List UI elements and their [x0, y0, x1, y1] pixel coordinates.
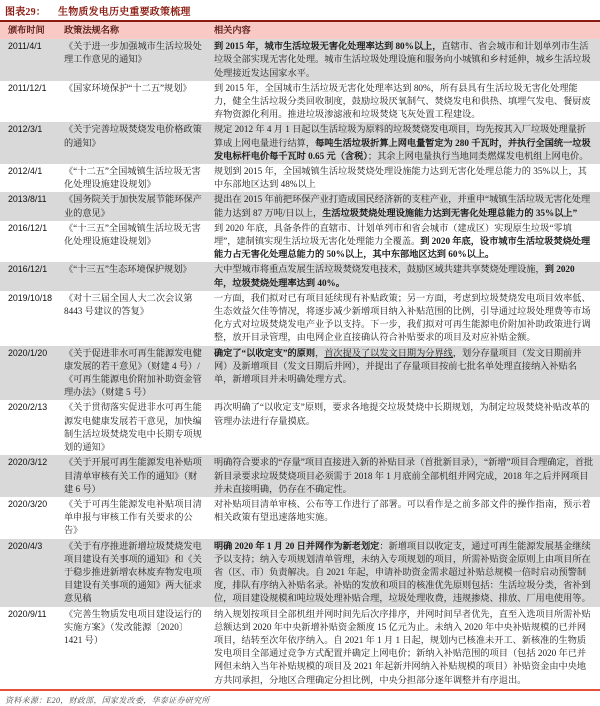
table-row — [0, 607, 600, 688]
policy-date: 2012/4/1 — [8, 166, 43, 177]
policy-name: 《关于有序推进新增垃圾焚烧发电项目建设有关事项的通知》和《关于稳步推进新增农林废弃物发电项目建设有关事项的通知》两大征求意见稿 — [64, 540, 202, 604]
table-row — [0, 221, 600, 263]
policy-date: 2016/12/1 — [8, 222, 48, 233]
policy-name: 《关于贯彻落实促进非水可再生能源发电健康发展若干意见，加快编制生活垃圾焚烧发电中长期专项规划的通知》 — [64, 402, 202, 453]
policy-table — [0, 22, 600, 688]
policy-content: 大中型城市将重点发展生活垃圾焚烧发电技术，鼓励区域共建共享焚烧处理设施，到 2020 年，垃圾焚烧处理率达到 40%。 — [214, 264, 575, 288]
table-row — [0, 164, 600, 192]
policy-content: 确定了“以收定支”的原则，首次提及了以发文日期为分界线，划分存量项目（发文日期前并网）及新增项目（发文日期后并网），并提出了存量项目按前七批名单处理直接纳入补贴名单，新增项目并未明确处理方式。 — [214, 347, 582, 385]
table-row — [0, 346, 600, 401]
policy-date: 2016/12/1 — [8, 264, 48, 275]
policy-date: 2020/2/13 — [8, 402, 48, 413]
table-row — [0, 122, 600, 164]
policy-content: 再次明确了“以收定支”原则，要求各地提交垃圾焚烧中长期规划，为制定垃圾焚烧补贴改革的管理办法进行存量摸底。 — [214, 402, 590, 426]
table-row — [0, 192, 600, 220]
policy-content: 明确符合要求的“存量”项目直接进入新的补贴目录（首批新目录），“新增”项目合理确定，首批新目录要求垃圾焚烧项目必须需于 2018 年 1 月底前全部机组并网完成，2018 年之后并网项目并未直接明确，仍存在不确定性。 — [214, 457, 594, 494]
policy-name: 《关于进一步加强城市生活垃圾处理工作意见的通知》 — [64, 41, 202, 65]
table-row — [0, 539, 600, 607]
policy-date: 2020/1/20 — [8, 347, 48, 358]
policy-name: 《关于促进非水可再生能源发电健康发展的若干意见》（财建 4 号）/《可再生能源电价附加补助资金管理办法》（财建 5 号） — [64, 347, 202, 398]
table-row — [0, 400, 600, 455]
policy-date: 2020/3/20 — [8, 498, 48, 509]
policy-name: 《关于开展可再生能源发电补贴项目清单审核有关工作的通知》（财建 6 号） — [64, 457, 202, 494]
figure-title — [0, 0, 600, 19]
policy-name: 《“十二五”全国城镇生活垃圾无害化处理设施建设规划》 — [64, 166, 201, 190]
policy-content: 到 2020 年底，具备条件的直辖市、计划单列市和省会城市（建成区）实现原生垃圾“零填埋”，建制镇实现生活垃圾无害化处理能力全覆盖。到 2020 年底，设市城市生活垃圾焚烧处理能力占无害化处理总能力的 50%以上，其中东部地区达到 60%以上。 — [214, 222, 591, 260]
policy-content: 到 2015 年，城市生活垃圾无害化处理率达到 80%以上，直辖市、省会城市和计划单列市生活垃圾全部实现无害化处理。城市生活垃圾处理设施和服务向小城镇和乡村延伸，城乡生活垃圾处理接近发达国家水平。 — [214, 41, 591, 78]
header-col-date: 颁布时间 — [8, 25, 45, 35]
source-note — [0, 691, 600, 706]
source-text: E20，财政部，国家发改委，华泰证券研究所 — [46, 695, 210, 705]
policy-date: 2020/9/11 — [8, 608, 47, 619]
table-header-row — [0, 22, 600, 39]
policy-name: 《“十三五”生态环境保护规划》 — [64, 264, 192, 275]
source-label: 资料来源： — [5, 695, 47, 705]
policy-date: 2011/12/1 — [8, 82, 47, 93]
policy-content: 规定 2012 年 4 月 1 日起以生活垃圾为原料的垃圾焚烧发电项目，均先按其入厂垃圾处理量折算成上网电量进行结算，每吨生活垃圾折算上网电量暂定为 280 千瓦时，并执行全国统一垃圾发电标杆电价每千瓦时 0.65 元（含税）；其余上网电量执行当地同类燃煤发电机组上网电价。 — [214, 124, 591, 161]
policy-name: 《完善生物质发电项目建设运行的实施方案》（发改能源〔2020〕1421 号） — [64, 608, 202, 645]
table-row — [0, 262, 600, 290]
header-col-content: 相关内容 — [214, 25, 251, 35]
policy-name: 《国务院关于加快发展节能环保产业的意见》 — [64, 194, 202, 218]
policy-content: 提出在 2015 年前把环保产业打造成国民经济新的支柱产业，并重申“城镇生活垃圾无害化处理能力达到 87 万吨/日以上，生活垃圾焚烧处理设施能力达到无害化处理总能力的 35%以上” — [214, 194, 591, 218]
table-row — [0, 81, 600, 123]
policy-content: 规划到 2015 年，全国城镇生活垃圾焚烧处理设施能力达到无害化处理总能力的 35%以上，其中东部地区达到 48%以上 — [214, 166, 587, 190]
table-row — [0, 291, 600, 346]
policy-content: 对补贴项目清单审核、公布等工作进行了部署。可以看作是之前多部文件的操作指南，预示着相关政策有望迅速落地实施。 — [214, 498, 591, 523]
table-body — [0, 39, 600, 688]
table-row — [0, 39, 600, 81]
policy-content: 到 2015 年，全国城市生活垃圾无害化处理率达到 80%，所有县具有生活垃圾无害化处理能力，健全生活垃圾分类回收制度，鼓励垃圾厌氧制气、焚烧发电和供热、填埋气发电、餐厨废弃物资源化利用。推进垃圾渗滤液和垃圾焚烧飞灰处置工程建设。 — [214, 82, 591, 120]
policy-date: 2012/3/1 — [8, 124, 43, 135]
policy-name: 《国家环境保护“十二五”规划》 — [64, 82, 192, 93]
policy-name: 《关于完善垃圾焚烧发电价格政策的通知》 — [64, 124, 202, 148]
policy-date: 2019/10/18 — [8, 292, 53, 303]
policy-content: 纳入规划按项目全部机组并网时间先后次序排序，并网时间早者优先，直至入选项目所需补贴总额达到 2020 年中央新增补贴资金额度 15 亿元为止。未纳入 2020 年中央补贴规模的已并网项目，结转至次年依序纳入。自 2021 年 1 月 1 日起，规划内已核准未开工、新核准的生物质发电项目全部通过竞争方式配置并确定上网电价；新纳入补贴范围的项目（包括 2020 年已并网但未纳入当年补贴规模的项目及 2021 年起新并网纳入补贴规模的项目）补贴资金由中央地方共同承担，分地区合理确定分担比例，中央分担部分逐年调整并有序退出。 — [214, 608, 591, 685]
policy-date: 2020/4/3 — [8, 540, 43, 551]
figure-title-text: 生物质发电历史重要政策梳理 — [58, 7, 191, 18]
table-row — [0, 455, 600, 497]
header-col-policy-name: 政策法规名称 — [64, 25, 120, 35]
policy-name: 《关于可再生能源发电补贴项目清单申报与审核工作有关要求的公告》 — [64, 498, 202, 536]
policy-date: 2011/4/1 — [8, 41, 42, 52]
policy-date: 2020/3/12 — [8, 457, 48, 468]
table-row — [0, 497, 600, 539]
figure-label: 图表29： — [5, 7, 46, 18]
policy-name: 《“十三五”全国城镇生活垃圾无害化处理设施建设规划》 — [64, 222, 201, 247]
policy-date: 2013/8/11 — [8, 194, 47, 205]
policy-name: 《对十三届全国人大二次会议第 8443 号建议的答复》 — [64, 292, 193, 317]
policy-content: 明确 2020 年 1 月 20 日并网作为新老划定：新增项目以收定支，通过可再生能源发展基金继续予以支持；纳入专项规划清单管理，未纳入专项规划的项目，所需补贴资金原则上由项目所在省（区、市）负责解决。自 2021 年起，申请补助资金需求超过补贴总规模一倍时启动预警制度，排队有序纳入补贴名录。补贴的发放和项目的核准优先原则包括：生活垃圾分类，省补到位，项目建设规模和吨垃圾处理补贴合理，垃圾处理收费，违规掺烧、排放、厂用电使用等。 — [214, 540, 591, 604]
policy-content: 一方面，我们拟对已有项目延续现有补贴政策；另一方面，考虑到垃圾焚烧发电项目效率低、生态效益欠佳等情况，将逐步减少新增项目纳入补贴范围的比例，引导通过垃圾处理费等市场化方式对垃圾焚烧发电产业予以支持。下一步，我们拟对可再生能源电价附加补助政策进行调整，放开目录管理，由电网企业直接确认符合补贴要求的项目及对应补贴金额。 — [214, 292, 591, 343]
